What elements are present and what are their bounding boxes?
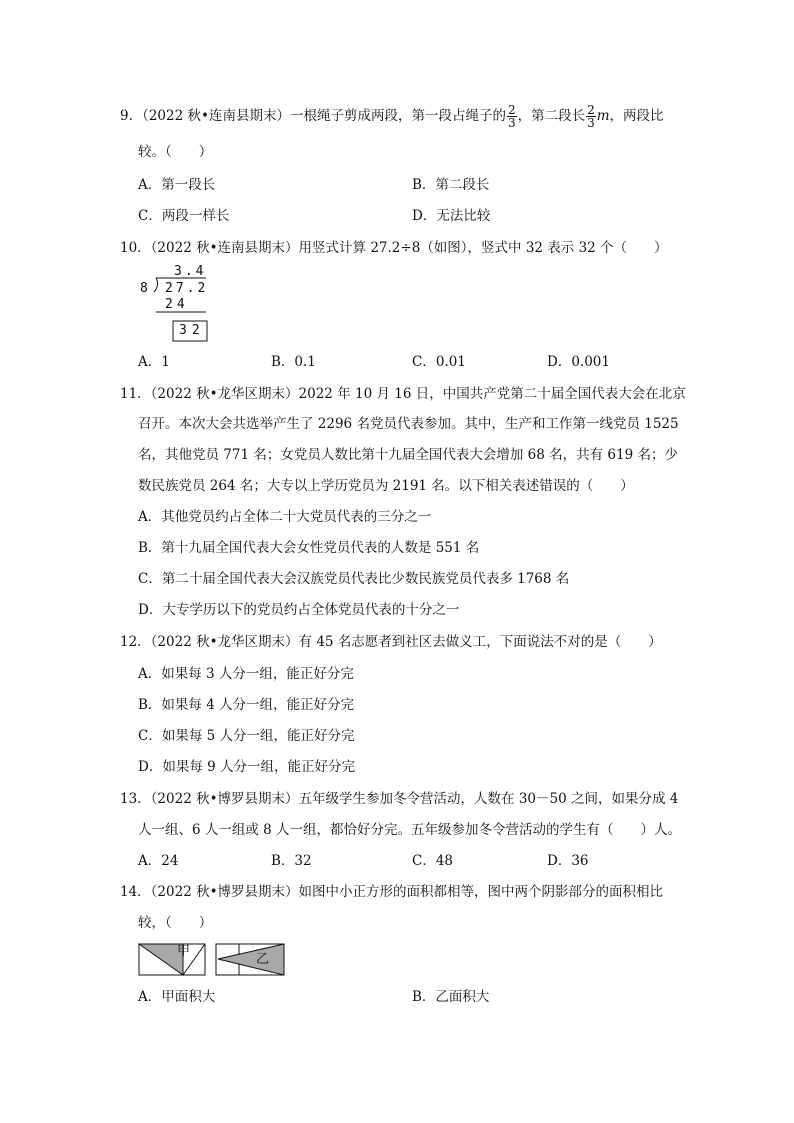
q13-option-c[interactable]: C．48 [412,853,454,869]
q9-stem [120,104,664,129]
division-quotient: 3.4 [174,264,207,279]
q11-stem-line3: 名，其他党员 771 名；女党员人数比第十九届全国代表大会增加 68 名，共有 619 名；少 [138,447,678,463]
q9-text-part2: ，第二段长 [517,108,586,124]
q13-stem-line2: 人一组、6 人一组或 8 人一组，都恰好分完。五年级参加冬令营活动的学生有（ ）人。 [138,822,682,838]
q9-option-a[interactable]: A．第一段长 [138,177,216,193]
division-dividend: 27.2 [165,281,209,296]
q12-option-d[interactable]: D．如果每 9 人分一组，能正好分完 [138,759,355,775]
q12-stem: 12．（2022 秋•龙华区期末）有 45 名志愿者到社区去做义工，下面说法不对的是（ ） [120,634,662,650]
q11-option-c[interactable]: C．第二十届全国代表大会汉族党员代表比少数民族党员代表多 1768 名 [138,571,570,587]
q14-option-a[interactable]: A．甲面积大 [138,989,216,1005]
q9-fraction-2: $\frac{2}{3}$ [587,103,595,130]
q13-option-a[interactable]: A．24 [138,853,179,869]
division-divisor: 8 [140,281,148,296]
figure-label-yi: 乙 [256,952,270,967]
q9-option-c[interactable]: C．两段一样长 [138,208,230,224]
q10-stem: 10．（2022 秋•连南县期末）用竖式计算 27.2÷8（如图），竖式中 32 表示 32 个（ ） [120,240,668,256]
q13-option-d[interactable]: D．36 [547,853,589,869]
q10-option-b[interactable]: B．0.1 [271,354,316,370]
q11-option-b[interactable]: B．第十九届全国代表大会女性党员代表的人数是 551 名 [138,540,480,556]
figure-label-jia: 甲 [177,944,191,959]
q9-text-part1: 9．（2022 秋•连南县期末）一根绳子剪成两段，第一段占绳子的 [120,108,506,124]
area-comparison-figure [138,943,288,977]
q13-stem-line1: 13．（2022 秋•博罗县期末）五年级学生参加冬令营活动，人数在 30－50 之间，如果分成 4 [120,791,679,807]
q10-option-c[interactable]: C．0.01 [412,354,466,370]
q11-stem-line2: 召开。本次大会共选举产生了 2296 名党员代表参加。其中，生产和工作第一线党员 1525 [138,416,679,432]
q13-option-b[interactable]: B．32 [271,853,312,869]
q11-option-d[interactable]: D．大专学历以下的党员约占全体党员代表的十分之一 [138,602,460,618]
q12-option-c[interactable]: C．如果每 5 人分一组，能正好分完 [138,728,355,744]
q12-option-a[interactable]: A．如果每 3 人分一组，能正好分完 [138,666,354,682]
q14-stem-line1: 14．（2022 秋•博罗县期末）如图中小正方形的面积都相等，图中两个阴影部分的面积相比 [120,884,664,900]
q9-option-b[interactable]: B．第二段长 [412,177,490,193]
q14-option-b[interactable]: B．乙面积大 [412,989,490,1005]
q10-option-d[interactable]: D．0.001 [547,354,610,370]
long-division-figure [138,262,218,344]
q11-option-a[interactable]: A．其他党员约占全体二十大党员代表的三分之一 [138,509,432,525]
q9-text-part3: ，两段比 [609,108,664,124]
q11-stem-line4: 数民族党员 264 名；大专以上学历党员为 2191 名。以下相关表述错误的（ ） [138,478,634,494]
q11-stem-line1: 11．（2022 秋•龙华区期末）2022 年 10 月 16 日，中国共产党第二十届全国代表大会在北京 [120,386,686,402]
q10-option-a[interactable]: A．1 [138,354,170,370]
q12-option-b[interactable]: B．如果每 4 人分一组，能正好分完 [138,697,355,713]
q9-stem-line2: 较。（ ） [138,144,213,160]
q9-option-d[interactable]: D．无法比较 [412,208,491,224]
q9-fraction-1: $\frac{2}{3}$ [507,103,516,130]
q9-unit: m [596,108,610,124]
division-remainder: 32 [179,323,205,338]
q14-stem-line2: 较，（ ） [138,915,213,931]
division-partial-product: 24 [165,297,189,312]
